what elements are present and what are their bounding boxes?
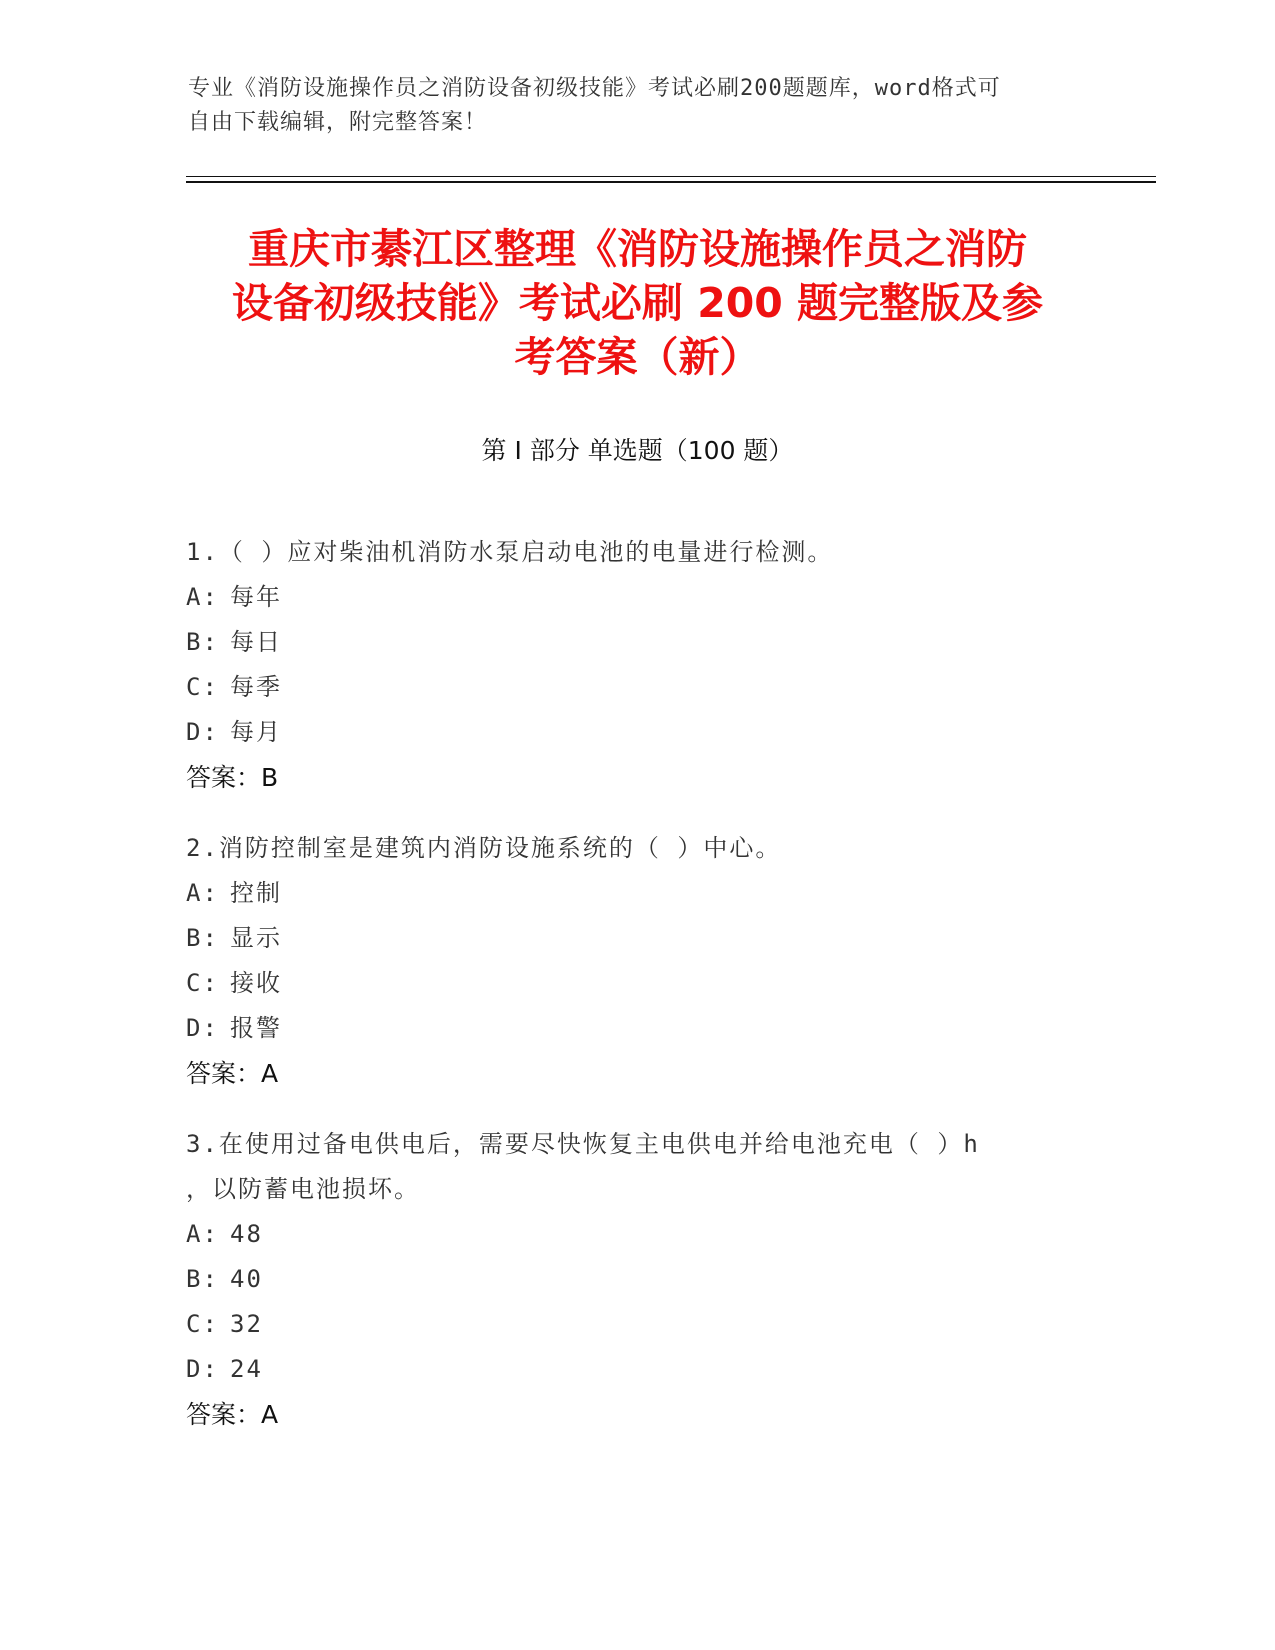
document-title-line-2: 设备初级技能》考试必刷 200 题完整版及参: [231, 279, 1044, 327]
option-text: 24: [230, 1355, 263, 1383]
option-d: [186, 1347, 1086, 1392]
option-b: [186, 916, 1086, 961]
option-letter: B:: [186, 628, 219, 656]
document-title-line-3: 考答案（新）: [514, 333, 761, 381]
question-item: [186, 826, 1086, 1096]
question-item: [186, 1122, 1086, 1437]
option-text: 48: [230, 1220, 263, 1248]
option-letter: D:: [186, 1014, 219, 1042]
option-a: [186, 1212, 1086, 1257]
option-text: 控制: [230, 879, 282, 907]
document-title-line-1: 重庆市綦江区整理《消防设施操作员之消防: [248, 225, 1027, 273]
answer-line: 答案：A: [186, 1059, 279, 1088]
option-c: [186, 1302, 1086, 1347]
option-d: [186, 1006, 1086, 1051]
option-text: 显示: [230, 924, 282, 952]
option-text: 每月: [230, 718, 282, 746]
option-text: 每日: [230, 628, 282, 656]
question-stem-continuation: ，以防蓄电池损坏。: [186, 1175, 420, 1203]
answer-line: 答案：A: [186, 1400, 279, 1429]
option-text: 每季: [230, 673, 282, 701]
option-c: [186, 665, 1086, 710]
option-letter: A:: [186, 879, 219, 907]
option-a: [186, 575, 1086, 620]
option-letter: B:: [186, 924, 219, 952]
option-a: [186, 871, 1086, 916]
answer-line: 答案：B: [186, 763, 279, 792]
option-b: [186, 1257, 1086, 1302]
header-note-line-2: 自由下载编辑，附完整答案！: [188, 110, 488, 135]
question-stem: 2.消防控制室是建筑内消防设施系统的（ ）中心。: [186, 834, 782, 862]
header-note: [188, 72, 1088, 140]
option-letter: D:: [186, 1355, 219, 1383]
option-letter: A:: [186, 1220, 219, 1248]
header-divider-thick: [186, 181, 1156, 183]
header-divider-thin: [186, 176, 1156, 177]
question-stem: 3.在使用过备电供电后，需要尽快恢复主电供电并给电池充电（ ）h: [186, 1130, 980, 1158]
option-text: 每年: [230, 583, 282, 611]
option-c: [186, 961, 1086, 1006]
question-list: [186, 530, 1086, 1463]
option-letter: C:: [186, 969, 219, 997]
question-stem: 1.（ ）应对柴油机消防水泵启动电池的电量进行检测。: [186, 538, 834, 566]
option-letter: A:: [186, 583, 219, 611]
option-d: [186, 710, 1086, 755]
option-text: 40: [230, 1265, 263, 1293]
option-letter: C:: [186, 673, 219, 701]
question-item: [186, 530, 1086, 800]
document-title: [150, 222, 1125, 384]
option-b: [186, 620, 1086, 665]
option-letter: C:: [186, 1310, 219, 1338]
section-title: 第 I 部分 单选题（100 题）: [481, 436, 794, 465]
option-letter: D:: [186, 718, 219, 746]
option-letter: B:: [186, 1265, 219, 1293]
header-note-line-1: 专业《消防设施操作员之消防设备初级技能》考试必刷200题题库，word格式可: [188, 76, 1001, 101]
option-text: 报警: [230, 1014, 282, 1042]
option-text: 接收: [230, 969, 282, 997]
option-text: 32: [230, 1310, 263, 1338]
